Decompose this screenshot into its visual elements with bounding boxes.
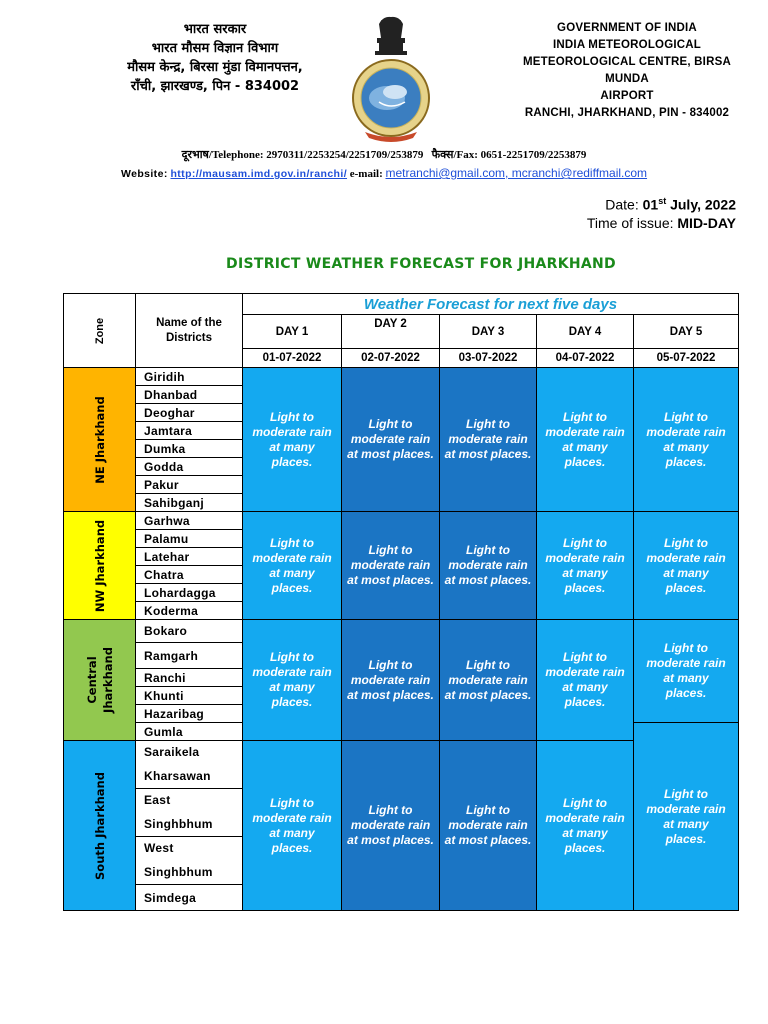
district-cell: Garhwa [136,512,243,530]
district-cell: Dhanbad [136,386,243,404]
forecast-header: Weather Forecast for next five days [243,294,739,315]
forecast-text: Light to moderate rain at many places. [545,409,625,469]
forecast-text: Light to moderate rain at many places. [545,650,625,709]
fax-text: फैक्स/Fax: 0651-2251709/2253879 [431,149,587,161]
district-cell: Khunti [136,687,243,705]
day-header: DAY 4 [537,315,634,349]
time-label: Time of issue: [586,214,674,231]
issue-info [587,192,736,232]
district-cell: Bokaro [136,620,243,643]
district-cell: Gumla [136,723,243,741]
forecast-cell [243,741,342,911]
forecast-cell [342,741,440,911]
forecast-cell [537,512,634,620]
header-english-line: RANCHI, JHARKHAND, PIN - 834002 [524,107,730,119]
forecast-cell [537,741,634,911]
forecast-cell [342,512,440,620]
forecast-table [63,293,739,911]
forecast-text: Light to moderate rain at many places. [252,535,332,595]
day-header: DAY 5 [634,315,739,349]
district-cell: Ramgarh [136,643,243,669]
date-suffix: st [658,196,667,206]
zone-name-line: Jharkhand [100,647,115,713]
district-cell: Godda [136,458,243,476]
header-hindi [100,20,330,96]
district-cell: Koderma [136,602,243,620]
district-cell: West [136,837,243,860]
forecast-cell [537,368,634,512]
district-cell: Hazaribag [136,705,243,723]
date-header: 02-07-2022 [342,349,440,368]
district-cell: Palamu [136,530,243,548]
forecast-text: Light to moderate rain at most places. [347,417,434,461]
forecast-cell [440,741,537,911]
forecast-text: Light to moderate rain at many places. [545,795,625,855]
forecast-text: Light to moderate rain at most places. [444,657,532,702]
zone-central-jharkhand [64,620,136,741]
forecast-cell [537,620,634,741]
issue-time [587,214,736,232]
zone-name: NE Jharkhand [92,395,107,484]
zone-header [64,294,136,368]
forecast-text: Light to moderate rain at most places. [347,803,434,847]
zone-name-line: Central [84,656,99,704]
district-header: Name of the Districts [136,294,243,368]
forecast-text: Light to moderate rain at many places. [545,535,625,595]
forecast-text: Light to moderate rain at many places. [252,795,332,855]
district-cell: Pakur [136,476,243,494]
forecast-text: Light to moderate rain at many places. [646,641,726,700]
header-hindi-line: मौसम केन्द्र, बिरसा मुंडा विमानपत्तन, [127,60,303,75]
district-cell: Latehar [136,548,243,566]
forecast-cell [440,620,537,741]
forecast-text: Light to moderate rain at many places. [646,409,726,469]
forecast-cell [243,368,342,512]
date-header: 05-07-2022 [634,349,739,368]
date-header: 04-07-2022 [537,349,634,368]
forecast-cell [342,368,440,512]
email-label: e-mail: [349,168,383,180]
header-english-line: GOVERNMENT OF INDIA [557,22,697,34]
zone-south-jharkhand [64,741,136,911]
district-cell: Chatra [136,566,243,584]
forecast-text: Light to moderate rain at most places. [347,543,434,587]
day-header: DAY 3 [440,315,537,349]
date-label: Date: [605,196,639,213]
district-cell: Dumka [136,440,243,458]
district-cell: Singhbhum [136,859,243,885]
page-title: DISTRICT WEATHER FORECAST FOR JHARKHAND [226,256,616,272]
header-hindi-line: राँची, झारखण्ड, पिन - 834002 [130,79,300,94]
district-cell: Kharsawan [136,763,243,789]
header-hindi-line: भारत सरकार [183,22,247,37]
forecast-cell [243,620,342,741]
date-day: 01 [642,196,659,213]
district-cell: East [136,789,243,812]
forecast-text: Light to moderate rain at most places. [444,417,532,461]
forecast-text: Light to moderate rain at many places. [252,650,332,709]
time-value: MID-DAY [677,214,736,231]
zone-name: South Jharkhand [92,771,107,880]
zone-ne-jharkhand [64,368,136,512]
district-cell: Giridih [136,368,243,386]
district-cell: Deoghar [136,404,243,422]
forecast-cell [243,512,342,620]
day-header: DAY 1 [243,315,342,349]
district-cell: Simdega [136,885,243,911]
header-hindi-line: भारत मौसम विज्ञान विभाग [151,41,279,56]
zone-header-text: Zone [93,317,106,344]
date-header: 03-07-2022 [440,349,537,368]
date-header: 01-07-2022 [243,349,342,368]
district-cell: Sahibganj [136,494,243,512]
zone-nw-jharkhand [64,512,136,620]
forecast-text: Light to moderate rain at many places. [646,535,726,595]
zone-name [84,647,116,713]
district-cell: Singhbhum [136,811,243,837]
district-cell: Jamtara [136,422,243,440]
forecast-cell [634,512,739,620]
email-link[interactable]: metranchi@gmail.com, mcranchi@rediffmail.com [385,166,648,180]
contact-web-email [0,166,768,180]
website-label: Website: [120,168,168,180]
forecast-cell [634,620,739,723]
forecast-cell [440,368,537,512]
forecast-text: Light to moderate rain at many places. [252,409,332,469]
forecast-cell [634,723,739,911]
imd-emblem-icon [343,14,439,144]
district-cell: Saraikela [136,741,243,764]
district-cell: Ranchi [136,669,243,687]
issue-date [587,192,736,214]
forecast-cell [440,512,537,620]
telephone-text: दूरभाष/Telephone: 2970311/2253254/2251709/253879 [181,149,424,161]
zone-name: NW Jharkhand [92,519,107,612]
date-rest: July, 2022 [670,196,736,213]
district-cell: Lohardagga [136,584,243,602]
day-header: DAY 2 [342,315,440,349]
header-english-line: INDIA METEOROLOGICAL [553,39,701,51]
forecast-text: Light to moderate rain at most places. [347,657,434,702]
forecast-cell [342,620,440,741]
contact-phone-fax [0,147,768,162]
header-english [512,20,742,122]
forecast-text: Light to moderate rain at most places. [444,543,532,587]
header-english-line: AIRPORT [600,90,654,102]
forecast-text: Light to moderate rain at most places. [444,803,532,847]
website-link[interactable]: http://mausam.imd.gov.in/ranchi/ [170,168,348,180]
forecast-cell [634,368,739,512]
forecast-text: Light to moderate rain at many places. [646,786,726,846]
header-english-line: METEOROLOGICAL CENTRE, BIRSA MUNDA [523,56,731,85]
